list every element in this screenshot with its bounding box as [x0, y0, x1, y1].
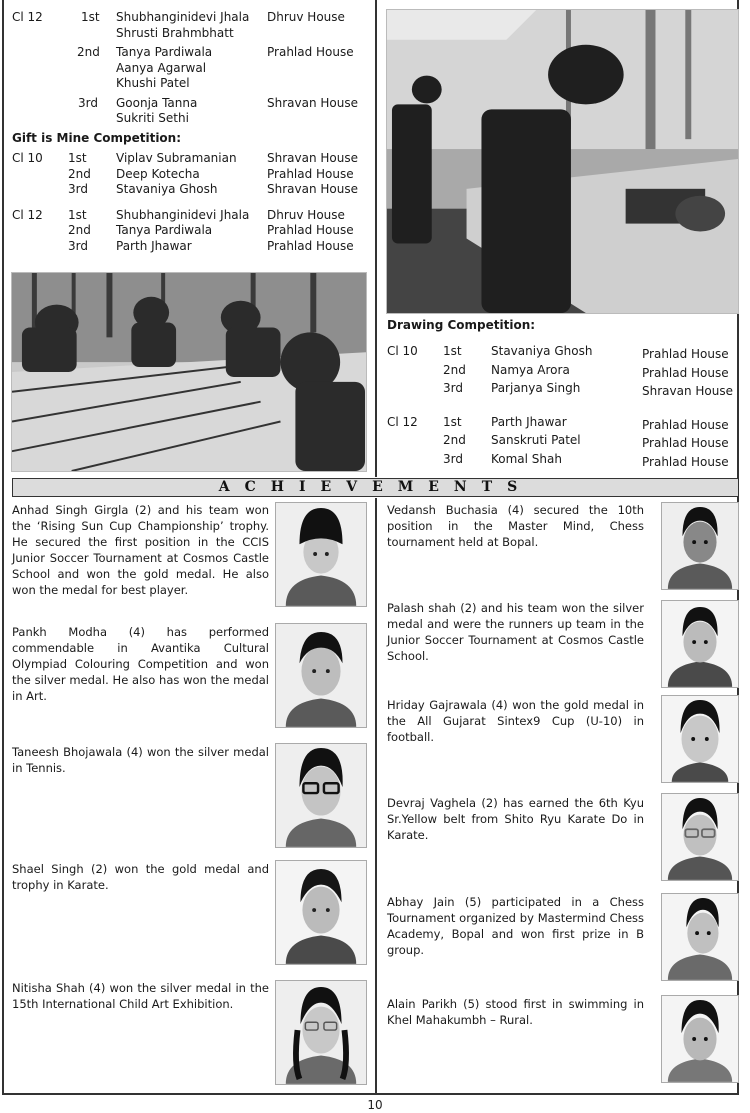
column-divider-bottom — [375, 498, 377, 1095]
class-label: Cl 10 — [12, 151, 43, 165]
class-label: Cl 10 — [387, 344, 418, 358]
portrait-boy — [661, 600, 739, 688]
position-label: 1st — [443, 414, 462, 429]
gift-is-mine-heading: Gift is Mine Competition: — [12, 131, 182, 145]
position-label: 3rd — [68, 182, 88, 196]
students-painting-photo — [11, 272, 367, 472]
house-name: Prahlad House — [642, 347, 729, 361]
winner-name: Namya Arora — [491, 362, 570, 377]
achievement-text: Palash shah (2) and his team won the silver medal and were the runners up team in the Junior Soccer Tournament at Cosmos Castle School. — [387, 601, 644, 663]
house-name: Prahlad House — [642, 365, 729, 380]
position-label: 2nd — [77, 45, 100, 59]
result-row — [12, 223, 372, 239]
position-label: 2nd — [443, 362, 466, 377]
house-name: Shravan House — [267, 95, 358, 110]
gift-is-mine-results — [12, 151, 372, 254]
house-name: Prahlad House — [642, 436, 729, 450]
winner-name: Komal Shah — [491, 451, 562, 466]
portrait-boy — [275, 623, 367, 728]
portrait-boy-with-turban — [275, 502, 367, 607]
class-label: Cl 12 — [387, 414, 418, 429]
portrait-boy — [661, 695, 739, 783]
portrait-boy — [275, 860, 367, 965]
winner-name: Parjanya Singh — [491, 381, 581, 395]
winner-name: Shrusti Brahmbhatt — [116, 25, 234, 40]
position-label: 3rd — [68, 238, 88, 253]
position-label: 2nd — [443, 433, 466, 447]
achievement-text: Nitisha Shah (4) won the silver medal in the 15th International Child Art Exhibition. — [12, 981, 269, 1011]
winner-name: Sukriti Sethi — [116, 111, 189, 125]
result-row — [12, 151, 372, 167]
result-row — [387, 379, 737, 398]
winner-name: Stavaniya Ghosh — [491, 344, 593, 358]
portrait-girl-with-glasses — [275, 980, 367, 1085]
results-continued-cl12 — [12, 10, 372, 127]
result-row — [387, 342, 737, 361]
position-label: 2nd — [68, 223, 91, 237]
drawing-competition-results — [387, 342, 737, 468]
winner-name: Shubhanginidevi Jhala — [116, 207, 250, 222]
house-name: Prahlad House — [642, 454, 729, 469]
winner-name: Aanya Agarwal — [116, 60, 207, 75]
position-label: 1st — [68, 151, 87, 165]
portrait-boy — [661, 502, 739, 590]
achievements-banner: ACHIEVEMENTS — [12, 478, 739, 497]
winner-name: Parth Jhawar — [116, 238, 192, 253]
winner-name: Sanskruti Patel — [491, 433, 581, 447]
portrait-boy-with-glasses — [275, 743, 367, 848]
house-name: Prahlad House — [267, 166, 354, 181]
winner-name: Parth Jhawar — [491, 414, 567, 429]
position-label: 1st — [68, 207, 87, 222]
winner-name: Khushi Patel — [116, 76, 190, 90]
column-divider-top — [375, 0, 377, 477]
result-row — [12, 96, 372, 112]
result-row — [387, 431, 737, 450]
position-label: 3rd — [443, 381, 463, 395]
page-number: 10 — [367, 1098, 383, 1112]
achievement-text: Vedansh Buchasia (4) secured the 10th position in the Master Mind, Chess tournament held at Bopal. — [387, 503, 644, 549]
result-row — [387, 450, 737, 469]
result-row — [387, 361, 737, 380]
winner-name: Stavaniya Ghosh — [116, 182, 218, 196]
position-label: 2nd — [68, 166, 91, 181]
result-row — [387, 413, 737, 432]
house-name: Prahlad House — [267, 238, 354, 253]
result-row — [12, 10, 372, 26]
position-label: 1st — [443, 344, 462, 358]
achievement-text: Pankh Modha (4) has performed commendable in Avantika Cultural Olympiad Colouring Competition and won the silver medal. He also has won the medal in Art. — [12, 625, 269, 703]
house-name: Dhruv House — [267, 207, 345, 222]
winner-name: Goonja Tanna — [116, 95, 198, 110]
result-row — [12, 45, 372, 61]
house-name: Shravan House — [642, 384, 733, 398]
winner-name: Viplav Subramanian — [116, 151, 237, 165]
winner-name: Deep Kotecha — [116, 166, 200, 181]
drawing-competition-heading: Drawing Competition: — [387, 318, 536, 332]
position-label: 3rd — [78, 95, 98, 110]
portrait-boy — [661, 995, 739, 1083]
result-row — [12, 167, 372, 183]
achievement-text: Hriday Gajrawala (4) won the gold medal in the All Gujarat Sintex9 Cup (U-10) in football. — [387, 698, 644, 744]
achievement-text: Anhad Singh Girgla (2) and his team won the ‘Rising Sun Cup Championship’ trophy. He secured the first position in the CCIS Junior Soccer Tournament at Cosmos Castle School and won the gold medal. He also won the medal for best player. — [12, 503, 269, 597]
house-name: Shravan House — [267, 151, 358, 165]
achievement-text: Shael Singh (2) won the gold medal and trophy in Karate. — [12, 862, 269, 892]
house-name: Prahlad House — [267, 223, 354, 237]
class-label: Cl 12 — [12, 10, 43, 24]
winner-name: Tanya Pardiwala — [116, 223, 213, 237]
portrait-boy — [661, 893, 739, 981]
house-name: Dhruv House — [267, 10, 345, 24]
position-label: 1st — [81, 10, 100, 24]
result-row — [12, 239, 372, 255]
achievement-text: Abhay Jain (5) participated in a Chess Tournament organized by Mastermind Chess Academy, Bopal and won first prize in B group. — [387, 895, 644, 957]
house-name: Prahlad House — [642, 417, 729, 432]
house-name: Shravan House — [267, 182, 358, 196]
class-label: Cl 12 — [12, 207, 43, 222]
achievement-text: Devraj Vaghela (2) has earned the 6th Kyu Sr.Yellow belt from Shito Ryu Karate Do in Karate. — [387, 796, 644, 842]
winner-name: Shubhanginidevi Jhala — [116, 10, 250, 24]
winner-name: Tanya Pardiwala — [116, 45, 213, 59]
position-label: 3rd — [443, 451, 463, 466]
result-row — [12, 182, 372, 198]
achievement-text: Taneesh Bhojawala (4) won the silver medal in Tennis. — [12, 745, 269, 775]
achievement-text: Alain Parikh (5) stood first in swimming in Khel Mahakumbh – Rural. — [387, 997, 644, 1027]
result-row — [12, 208, 372, 224]
students-drawing-photo — [386, 9, 739, 314]
portrait-boy-with-glasses — [661, 793, 739, 881]
house-name: Prahlad House — [267, 45, 354, 59]
